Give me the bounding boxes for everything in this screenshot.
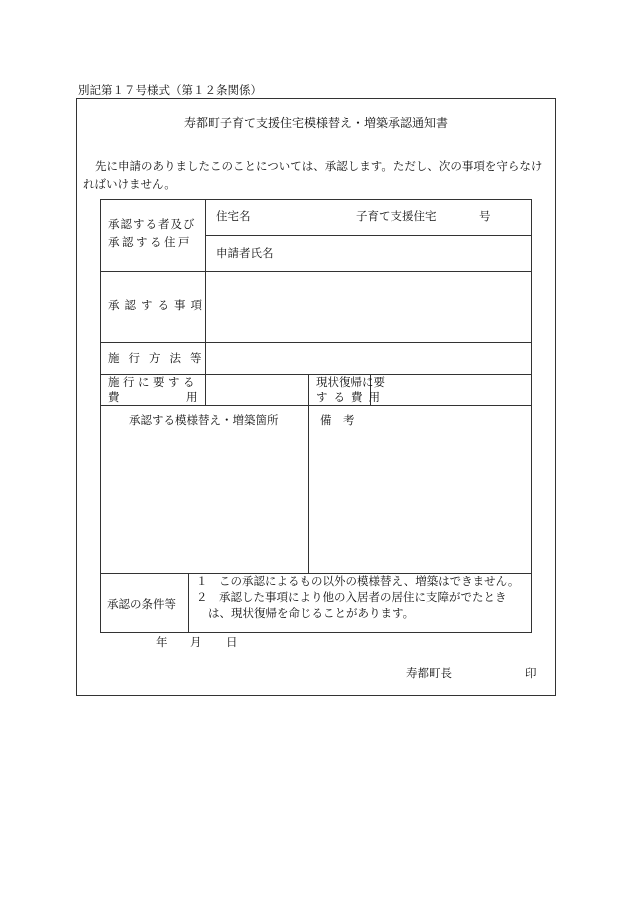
cost-label-line-2a: 費 [108,390,120,404]
table-border-left [100,199,101,633]
issuer-name: 寿都町長 [406,666,452,680]
condition-1: １ この承認によるもの以外の模様替え、増築はできません。 [196,574,520,588]
table-border-top [100,199,532,200]
date-day: 日 [226,635,238,649]
applicant-name-label: 申請者氏名 [216,246,274,260]
rule-conditions-column [188,573,189,633]
cost-label-line-2b: 用 [186,390,198,404]
condition-2-line-2: は、現状復帰を命じることがあります。 [208,606,415,620]
date-month: 月 [190,635,202,649]
house-name-label: 住宅名 [216,209,251,223]
restore-label-line-2: する費用 [316,390,386,404]
document-title: 寿都町子育て支援住宅模様替え・増築承認通知書 [183,116,448,130]
cost-label-line-1: 施行に要する [108,375,198,389]
rule-house-name [205,235,532,236]
rule-applicant [100,271,532,272]
rule-middle-column [308,374,309,574]
location-label: 承認する模様替え・増築箇所 [129,413,279,427]
intro-paragraph: 先に申請のありましたこのことについては、承認します。ただし、次の事項を守らなければいけません。 [83,159,543,191]
rule-matters [100,342,532,343]
approved-matters-label: 承認する事項 [108,298,207,312]
form-caption: 別記第１７号様式（第１２条関係） [78,83,262,97]
number-suffix: 号 [479,209,491,223]
applicant-label-line-2: 承認する住戸 [108,235,192,249]
house-type-label: 子育て支援住宅 [356,209,437,223]
rule-cost [100,405,532,406]
method-label: 施行方法等 [108,351,211,365]
table-border-right [531,199,532,633]
date-year: 年 [156,635,168,649]
remarks-label: 備 考 [320,413,355,427]
conditions-label: 承認の条件等 [107,597,176,611]
condition-2-line-1: ２ 承認した事項により他の入居者の居住に支障がでたとき [196,590,507,604]
restore-label-line-1: 現状復帰に要 [316,375,385,389]
applicant-label-line-1: 承認する者及び [108,217,196,231]
seal-mark: 印 [525,666,537,680]
table-border-bottom [100,632,532,633]
